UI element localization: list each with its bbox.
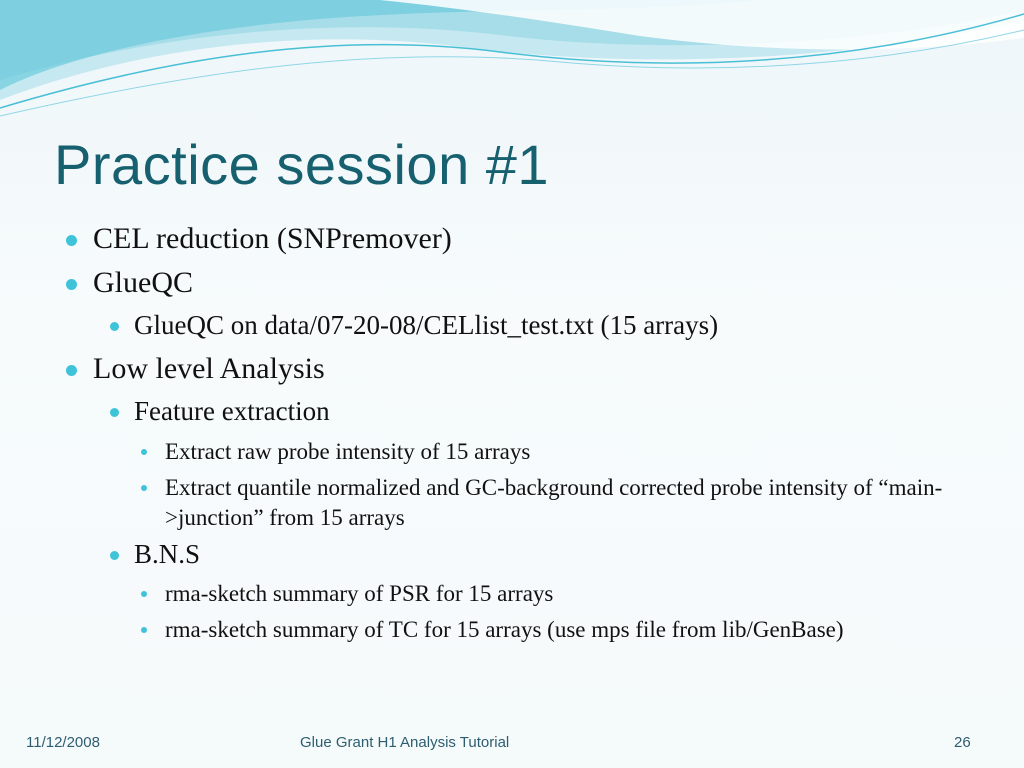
bullet-glueqc-data: GlueQC on data/07-20-08/CELlist_test.txt (15 arrays) [134,310,719,340]
bullet-low-level-analysis: Low level Analysis [93,352,325,385]
bullet-rma-psr: rma-sketch summary of PSR for 15 arrays [165,581,554,606]
footer-title: Glue Grant H1 Analysis Tutorial [300,734,510,751]
bullet-dot-icon [141,449,147,455]
slide-title: Practice session #1 [54,133,550,196]
footer-date: 11/12/2008 [26,734,100,751]
bullet-cel-reduction: CEL reduction (SNPremover) [93,222,452,255]
bullet-extract-raw: Extract raw probe intensity of 15 arrays [165,439,531,464]
bullet-dot-icon [66,279,77,290]
bullet-dot-icon [110,551,119,560]
bullet-dot-icon [141,591,147,597]
bullet-glueqc: GlueQC [93,266,193,299]
bullet-rma-tc: rma-sketch summary of TC for 15 arrays (use mps file from lib/GenBase) [165,617,844,642]
bullet-feature-extraction: Feature extraction [134,396,330,426]
bullet-dot-icon [66,365,77,376]
bullet-dot-icon [141,627,147,633]
bullet-dot-icon [110,322,119,331]
bullet-bns: B.N.S [134,539,201,569]
bullet-dot-icon [66,235,77,246]
wave-banner [0,0,1024,120]
bullet-dot-icon [110,408,119,417]
footer-page-number: 26 [954,734,971,751]
bullet-dot-icon [141,485,147,491]
bullet-extract-quantile: Extract quantile normalized and GC-background corrected probe intensity of “main->junction” from 15 arrays [165,475,943,530]
